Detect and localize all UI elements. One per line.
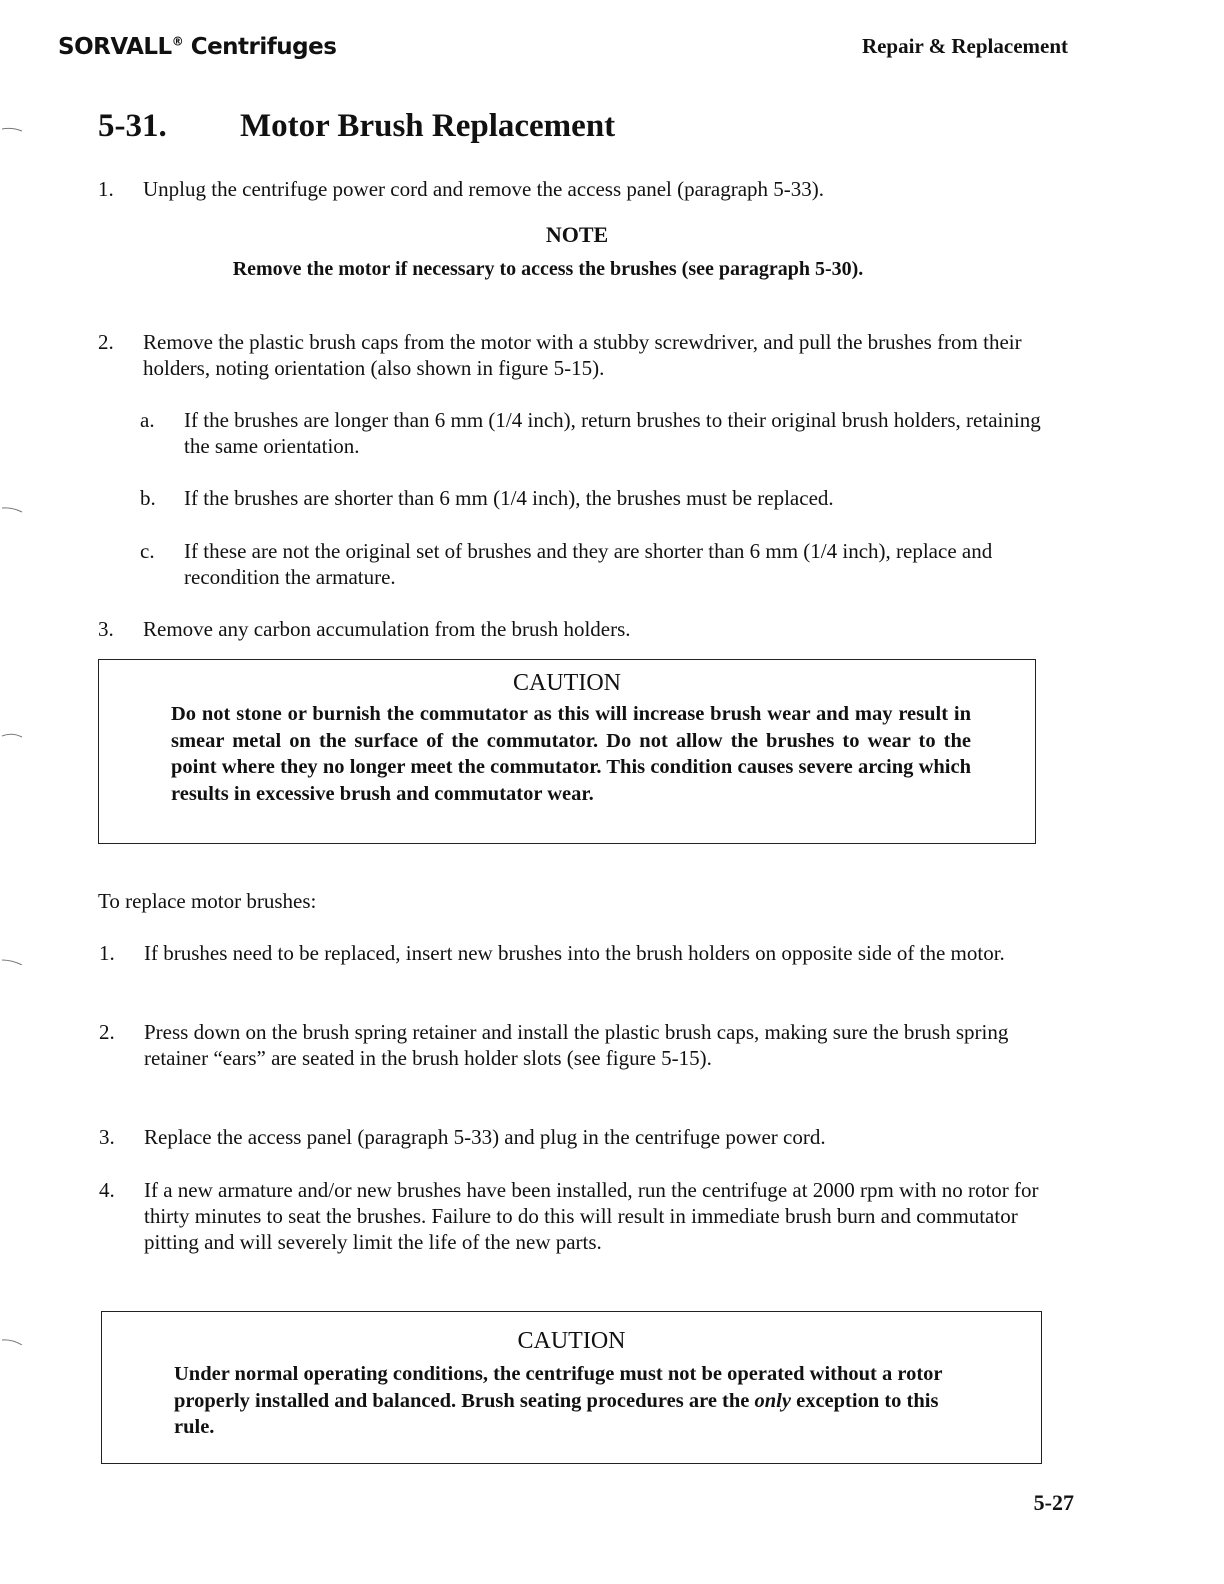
- scan-mark: [0, 505, 26, 513]
- step-text: Unplug the centrifuge power cord and remove the access panel (paragraph 5-33).: [143, 177, 825, 201]
- step-text: Remove any carbon accumulation from the brush holders.: [143, 617, 631, 641]
- scan-mark: [0, 730, 26, 738]
- header-section: Repair & Replacement: [861, 34, 1068, 58]
- step-label: 1.: [98, 177, 114, 201]
- note-heading: NOTE: [545, 222, 609, 247]
- replace-step-1: [99, 940, 1044, 966]
- step-label: 1.: [99, 941, 115, 965]
- brand-registered-mark: ®: [171, 34, 184, 49]
- caution-box: [101, 1311, 1042, 1464]
- page-number: 5-27: [1033, 1490, 1074, 1515]
- scan-mark: [0, 957, 26, 965]
- replace-intro: To replace motor brushes:: [98, 889, 317, 913]
- note-text: Remove the motor if necessary to access the brushes (see paragraph 5-30).: [232, 258, 864, 280]
- substep-b: [140, 485, 1044, 511]
- step-text: Replace the access panel (paragraph 5-33) and plug in the centrifuge power cord.: [144, 1125, 826, 1149]
- step-label: 3.: [98, 617, 114, 641]
- substep-label: a.: [140, 408, 155, 432]
- header-brand: [58, 34, 336, 60]
- step-text: Remove the plastic brush caps from the motor with a stubby screwdriver, and pull the brushes from their holders, noting orientation (also shown in figure 5-15).: [143, 330, 1022, 380]
- step-text: If brushes need to be replaced, insert new brushes into the brush holders on opposite side of the motor.: [144, 941, 1005, 965]
- caution-box: [98, 659, 1036, 844]
- step-2: [98, 329, 1043, 381]
- substep-text: If these are not the original set of brushes and they are shorter than 6 mm (1/4 inch), replace and recondition the armature.: [184, 539, 993, 589]
- step-text: If a new armature and/or new brushes have been installed, run the centrifuge at 2000 rpm with no rotor for thirty minutes to seat the brushes. Failure to do this will result in immediate brush burn and commutator pitting and will severely limit the life of the new parts.: [144, 1178, 1039, 1254]
- replace-step-2: [99, 1019, 1044, 1071]
- substep-a: [140, 407, 1044, 459]
- substep-c: [140, 538, 1044, 590]
- brand-name: SORVALL: [58, 34, 172, 60]
- scan-mark: [0, 1337, 26, 1345]
- step-label: 2.: [99, 1020, 115, 1044]
- caution-text: [174, 1361, 974, 1441]
- caution-text-before: Under normal operating conditions, the centrifuge must not be operated without a rotor properly installed and balanced. Brush seating procedures are the: [174, 1363, 943, 1412]
- caution-text-emphasis: only: [754, 1389, 791, 1412]
- section-title-text: Motor Brush Replacement: [240, 108, 616, 144]
- section-number: 5-31.: [98, 108, 167, 144]
- replace-step-3: [99, 1124, 1044, 1150]
- substep-text: If the brushes are longer than 6 mm (1/4 inch), return brushes to their original brush holders, retaining the same orientation.: [184, 408, 1041, 458]
- caution-heading: CAUTION: [517, 1328, 626, 1354]
- caution-heading: CAUTION: [513, 670, 621, 696]
- caution-text-after: exception to this rule.: [174, 1389, 939, 1438]
- substep-label: c.: [140, 539, 155, 563]
- step-3: [98, 616, 1043, 642]
- replace-step-4: [99, 1177, 1044, 1255]
- substep-label: b.: [140, 486, 156, 510]
- caution-text: Do not stone or burnish the commutator as this will increase brush wear and may result in smear metal on the surface of the commutator. Do not allow the brushes to wear to the point where they no longer meet the commutator. This condition causes severe arcing which results in excessive brush and commutator wear.: [171, 703, 971, 805]
- step-label: 2.: [98, 330, 114, 354]
- substep-text: If the brushes are shorter than 6 mm (1/4 inch), the brushes must be replaced.: [184, 486, 834, 510]
- step-label: 3.: [99, 1125, 115, 1149]
- brand-suffix: Centrifuges: [183, 34, 337, 60]
- step-text: Press down on the brush spring retainer and install the plastic brush caps, making sure the brush spring retainer “ears” are seated in the brush holder slots (see figure 5-15).: [144, 1020, 1009, 1070]
- step-1: [98, 176, 1043, 202]
- step-label: 4.: [99, 1178, 115, 1202]
- scan-mark: [0, 125, 26, 133]
- section-title: [98, 108, 615, 145]
